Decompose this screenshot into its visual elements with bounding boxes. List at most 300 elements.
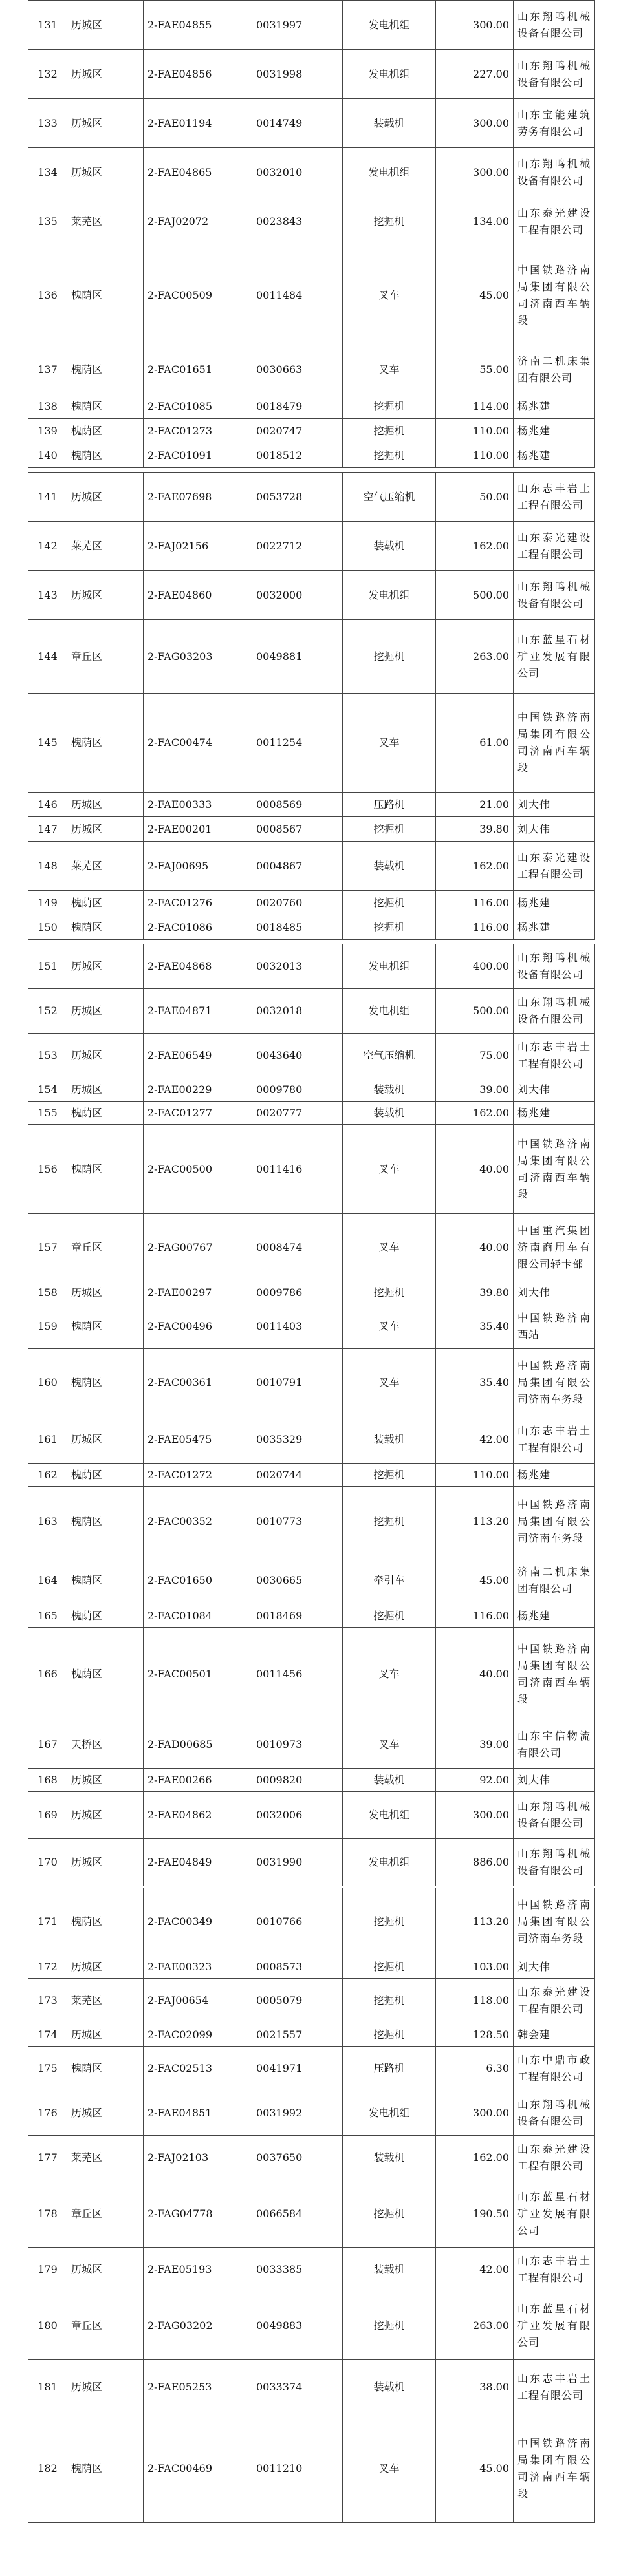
cell-equipment-type: 叉车: [343, 345, 436, 394]
cell-serial: 0011210: [252, 2414, 343, 2523]
cell-amount: 39.00: [436, 1078, 514, 1102]
cell-owner: 山东宝能建筑劳务有限公司: [514, 99, 595, 148]
cell-amount: 113.20: [436, 1487, 514, 1557]
table-row: [28, 1888, 595, 1955]
cell-code: 2-FAC01273: [144, 419, 252, 443]
cell-owner: 山东翔鸣机械设备有限公司: [514, 1839, 595, 1886]
cell-serial: 0008567: [252, 817, 343, 842]
cell-code: 2-FAC01084: [144, 1604, 252, 1628]
cell-code: 2-FAC00352: [144, 1487, 252, 1557]
cell-equipment-type: 挖掘机: [343, 891, 436, 915]
cell-district: 历城区: [67, 1281, 144, 1304]
cell-owner: 中国铁路济南局集团有限公司济南西车辆段: [514, 246, 595, 345]
cell-code: 2-FAE04871: [144, 989, 252, 1034]
cell-owner: 中国铁路济南局集团有限公司济南西车辆段: [514, 1628, 595, 1721]
cell-district: 槐荫区: [67, 1604, 144, 1628]
cell-code: 2-FAC00501: [144, 1628, 252, 1721]
cell-owner: 山东泰光建设工程有限公司: [514, 1979, 595, 2023]
cell-amount: 110.00: [436, 419, 514, 443]
cell-owner: 山东翔鸣机械设备有限公司: [514, 944, 595, 989]
table-row: [28, 148, 595, 197]
table-row: [28, 2091, 595, 2136]
cell-row-number: 131: [28, 1, 67, 50]
cell-row-number: 159: [28, 1304, 67, 1349]
cell-equipment-type: 挖掘机: [343, 1888, 436, 1955]
cell-row-number: 149: [28, 891, 67, 915]
cell-amount: 110.00: [436, 1464, 514, 1487]
cell-district: 槐荫区: [67, 1557, 144, 1604]
cell-serial: 0020760: [252, 891, 343, 915]
table-row: [28, 1349, 595, 1416]
table-row: [28, 1125, 595, 1214]
cell-district: 历城区: [67, 2360, 144, 2414]
cell-code: 2-FAC00509: [144, 246, 252, 345]
cell-row-number: 156: [28, 1125, 67, 1214]
cell-equipment-type: 挖掘机: [343, 419, 436, 443]
cell-district: 历城区: [67, 2023, 144, 2047]
cell-district: 章丘区: [67, 2292, 144, 2359]
cell-owner: 杨兆建: [514, 394, 595, 419]
cell-district: 槐荫区: [67, 694, 144, 793]
cell-owner: 山东翔鸣机械设备有限公司: [514, 989, 595, 1034]
cell-equipment-type: 装载机: [343, 2248, 436, 2292]
cell-serial: 0009780: [252, 1078, 343, 1102]
cell-serial: 0049883: [252, 2292, 343, 2359]
cell-row-number: 141: [28, 473, 67, 522]
cell-equipment-type: 空气压缩机: [343, 1034, 436, 1078]
cell-serial: 0031990: [252, 1839, 343, 1886]
cell-row-number: 172: [28, 1955, 67, 1979]
cell-row-number: 155: [28, 1102, 67, 1125]
cell-district: 历城区: [67, 1, 144, 50]
cell-row-number: 165: [28, 1604, 67, 1628]
cell-code: 2-FAC01651: [144, 345, 252, 394]
table-row: [28, 50, 595, 99]
cell-district: 历城区: [67, 473, 144, 522]
cell-district: 槐荫区: [67, 1628, 144, 1721]
cell-amount: 263.00: [436, 2292, 514, 2359]
table-row: [28, 443, 595, 468]
cell-serial: 0037650: [252, 2136, 343, 2180]
cell-owner: 山东泰光建设工程有限公司: [514, 2136, 595, 2180]
table-row: [28, 246, 595, 345]
cell-amount: 500.00: [436, 989, 514, 1034]
cell-serial: 0018485: [252, 915, 343, 940]
cell-owner: 刘大伟: [514, 1078, 595, 1102]
cell-owner: 中国铁路济南局集团有限公司济南车务段: [514, 1888, 595, 1955]
cell-row-number: 179: [28, 2248, 67, 2292]
cell-amount: 263.00: [436, 620, 514, 694]
cell-code: 2-FAJ02103: [144, 2136, 252, 2180]
cell-serial: 0020744: [252, 1464, 343, 1487]
table-row: [28, 1281, 595, 1304]
cell-owner: 刘大伟: [514, 1281, 595, 1304]
cell-serial: 0020777: [252, 1102, 343, 1125]
cell-code: 2-FAE04849: [144, 1839, 252, 1886]
table-row: [28, 1487, 595, 1557]
cell-amount: 39.80: [436, 817, 514, 842]
cell-code: 2-FAC01650: [144, 1557, 252, 1604]
cell-equipment-type: 叉车: [343, 1125, 436, 1214]
cell-owner: 中国铁路济南西站: [514, 1304, 595, 1349]
cell-equipment-type: 装载机: [343, 842, 436, 891]
cell-row-number: 173: [28, 1979, 67, 2023]
cell-serial: 0009786: [252, 1281, 343, 1304]
cell-equipment-type: 挖掘机: [343, 443, 436, 468]
cell-row-number: 174: [28, 2023, 67, 2047]
cell-code: 2-FAJ02072: [144, 197, 252, 246]
cell-amount: 6.30: [436, 2047, 514, 2091]
cell-code: 2-FAC01272: [144, 1464, 252, 1487]
cell-amount: 50.00: [436, 473, 514, 522]
cell-amount: 300.00: [436, 148, 514, 197]
cell-row-number: 170: [28, 1839, 67, 1886]
cell-owner: 山东志丰岩土工程有限公司: [514, 1416, 595, 1464]
cell-equipment-type: 叉车: [343, 1214, 436, 1281]
cell-equipment-type: 牵引车: [343, 1557, 436, 1604]
cell-district: 历城区: [67, 1769, 144, 1792]
cell-district: 历城区: [67, 2248, 144, 2292]
cell-serial: 0010973: [252, 1721, 343, 1769]
table-row: [28, 345, 595, 394]
cell-code: 2-FAE05193: [144, 2248, 252, 2292]
cell-equipment-type: 挖掘机: [343, 1979, 436, 2023]
cell-serial: 0030663: [252, 345, 343, 394]
cell-equipment-type: 压路机: [343, 2047, 436, 2091]
cell-district: 历城区: [67, 99, 144, 148]
cell-district: 历城区: [67, 1839, 144, 1886]
cell-code: 2-FAE00333: [144, 793, 252, 817]
table-row: [28, 197, 595, 246]
table-row: [28, 522, 595, 571]
cell-equipment-type: 装载机: [343, 1416, 436, 1464]
table-row: [28, 2414, 595, 2523]
table-row: [28, 1304, 595, 1349]
cell-row-number: 147: [28, 817, 67, 842]
table-block: [28, 1416, 594, 1886]
table-row: [28, 1792, 595, 1839]
cell-equipment-type: 叉车: [343, 1349, 436, 1416]
cell-district: 历城区: [67, 2091, 144, 2136]
table-row: [28, 1078, 595, 1102]
cell-serial: 0011484: [252, 246, 343, 345]
cell-district: 槐荫区: [67, 1102, 144, 1125]
cell-equipment-type: 叉车: [343, 246, 436, 345]
table-row: [28, 473, 595, 522]
cell-district: 章丘区: [67, 620, 144, 694]
cell-owner: 杨兆建: [514, 1464, 595, 1487]
cell-serial: 0030665: [252, 1557, 343, 1604]
cell-code: 2-FAC01091: [144, 443, 252, 468]
cell-amount: 500.00: [436, 571, 514, 620]
cell-serial: 0011456: [252, 1628, 343, 1721]
cell-amount: 300.00: [436, 2091, 514, 2136]
cell-owner: 山东翔鸣机械设备有限公司: [514, 2091, 595, 2136]
cell-row-number: 158: [28, 1281, 67, 1304]
cell-equipment-type: 装载机: [343, 99, 436, 148]
cell-owner: 中国铁路济南局集团有限公司济南西车辆段: [514, 1125, 595, 1214]
table-row: [28, 2180, 595, 2248]
cell-code: 2-FAC00469: [144, 2414, 252, 2523]
cell-row-number: 169: [28, 1792, 67, 1839]
cell-code: 2-FAC00361: [144, 1349, 252, 1416]
cell-serial: 0053728: [252, 473, 343, 522]
cell-serial: 0009820: [252, 1769, 343, 1792]
cell-district: 槐荫区: [67, 2414, 144, 2523]
cell-owner: 杨兆建: [514, 1102, 595, 1125]
table-row: [28, 1979, 595, 2023]
cell-amount: 39.80: [436, 1281, 514, 1304]
cell-owner: 济南二机床集团有限公司: [514, 1557, 595, 1604]
cell-code: 2-FAE05475: [144, 1416, 252, 1464]
cell-district: 历城区: [67, 989, 144, 1034]
cell-row-number: 143: [28, 571, 67, 620]
cell-owner: 山东蓝星石材矿业发展有限公司: [514, 2292, 595, 2359]
cell-serial: 0011403: [252, 1304, 343, 1349]
cell-row-number: 171: [28, 1888, 67, 1955]
cell-code: 2-FAE04868: [144, 944, 252, 989]
cell-district: 历城区: [67, 571, 144, 620]
cell-district: 槐荫区: [67, 1888, 144, 1955]
cell-equipment-type: 挖掘机: [343, 197, 436, 246]
cell-district: 槐荫区: [67, 1125, 144, 1214]
table-row: [28, 1721, 595, 1769]
table-row: [28, 1, 595, 50]
cell-amount: 300.00: [436, 1792, 514, 1839]
cell-serial: 0004867: [252, 842, 343, 891]
cell-row-number: 136: [28, 246, 67, 345]
cell-serial: 0005079: [252, 1979, 343, 2023]
cell-code: 2-FAE07698: [144, 473, 252, 522]
cell-code: 2-FAG03203: [144, 620, 252, 694]
table-row: [28, 817, 595, 842]
cell-owner: 山东志丰岩土工程有限公司: [514, 2248, 595, 2292]
cell-amount: 300.00: [436, 99, 514, 148]
cell-amount: 300.00: [436, 1, 514, 50]
cell-owner: 刘大伟: [514, 817, 595, 842]
cell-amount: 116.00: [436, 891, 514, 915]
table-row: [28, 1769, 595, 1792]
cell-owner: 山东蓝星石材矿业发展有限公司: [514, 2180, 595, 2248]
cell-district: 槐荫区: [67, 891, 144, 915]
cell-amount: 45.00: [436, 1557, 514, 1604]
cell-amount: 55.00: [436, 345, 514, 394]
cell-row-number: 176: [28, 2091, 67, 2136]
cell-amount: 113.20: [436, 1888, 514, 1955]
table-row: [28, 1557, 595, 1604]
cell-amount: 162.00: [436, 842, 514, 891]
cell-row-number: 138: [28, 394, 67, 419]
cell-district: 莱芜区: [67, 2136, 144, 2180]
equipment-table: [28, 2359, 595, 2523]
cell-code: 2-FAE04860: [144, 571, 252, 620]
cell-serial: 0018479: [252, 394, 343, 419]
cell-amount: 40.00: [436, 1214, 514, 1281]
cell-amount: 61.00: [436, 694, 514, 793]
cell-code: 2-FAC00496: [144, 1304, 252, 1349]
cell-code: 2-FAE00266: [144, 1769, 252, 1792]
cell-serial: 0010766: [252, 1888, 343, 1955]
cell-owner: 山东宇信物流有限公司: [514, 1721, 595, 1769]
cell-row-number: 153: [28, 1034, 67, 1078]
table-row: [28, 2047, 595, 2091]
cell-amount: 42.00: [436, 1416, 514, 1464]
cell-serial: 0041971: [252, 2047, 343, 2091]
cell-amount: 39.00: [436, 1721, 514, 1769]
cell-code: 2-FAE04856: [144, 50, 252, 99]
cell-equipment-type: 装载机: [343, 2136, 436, 2180]
cell-code: 2-FAJ00695: [144, 842, 252, 891]
cell-amount: 75.00: [436, 1034, 514, 1078]
cell-amount: 40.00: [436, 1628, 514, 1721]
cell-district: 历城区: [67, 1078, 144, 1102]
cell-equipment-type: 挖掘机: [343, 1487, 436, 1557]
cell-owner: 刘大伟: [514, 1955, 595, 1979]
cell-serial: 0011254: [252, 694, 343, 793]
cell-equipment-type: 装载机: [343, 1769, 436, 1792]
cell-code: 2-FAC00474: [144, 694, 252, 793]
cell-amount: 92.00: [436, 1769, 514, 1792]
cell-row-number: 144: [28, 620, 67, 694]
cell-amount: 116.00: [436, 1604, 514, 1628]
cell-row-number: 166: [28, 1628, 67, 1721]
cell-row-number: 154: [28, 1078, 67, 1102]
cell-owner: 中国铁路济南局集团有限公司济南车务段: [514, 1349, 595, 1416]
cell-code: 2-FAC01086: [144, 915, 252, 940]
cell-row-number: 178: [28, 2180, 67, 2248]
cell-code: 2-FAD00685: [144, 1721, 252, 1769]
cell-code: 2-FAE01194: [144, 99, 252, 148]
table-row: [28, 419, 595, 443]
cell-owner: 中国铁路济南局集团有限公司济南西车辆段: [514, 2414, 595, 2523]
cell-equipment-type: 挖掘机: [343, 394, 436, 419]
cell-equipment-type: 装载机: [343, 1078, 436, 1102]
cell-district: 槐荫区: [67, 443, 144, 468]
cell-district: 天桥区: [67, 1721, 144, 1769]
table-row: [28, 2292, 595, 2359]
cell-amount: 128.50: [436, 2023, 514, 2047]
cell-equipment-type: 挖掘机: [343, 915, 436, 940]
cell-row-number: 139: [28, 419, 67, 443]
cell-row-number: 168: [28, 1769, 67, 1792]
cell-row-number: 157: [28, 1214, 67, 1281]
cell-row-number: 135: [28, 197, 67, 246]
cell-row-number: 175: [28, 2047, 67, 2091]
cell-owner: 山东志丰岩土工程有限公司: [514, 2360, 595, 2414]
cell-equipment-type: 空气压缩机: [343, 473, 436, 522]
table-row: [28, 1214, 595, 1281]
table-row: [28, 1839, 595, 1886]
cell-district: 槐荫区: [67, 1487, 144, 1557]
cell-row-number: 180: [28, 2292, 67, 2359]
table-row: [28, 2136, 595, 2180]
cell-serial: 0031998: [252, 50, 343, 99]
cell-code: 2-FAG04778: [144, 2180, 252, 2248]
cell-owner: 山东中鼎市政工程有限公司: [514, 2047, 595, 2091]
cell-serial: 0023843: [252, 197, 343, 246]
cell-row-number: 151: [28, 944, 67, 989]
cell-serial: 0011416: [252, 1125, 343, 1214]
cell-serial: 0018512: [252, 443, 343, 468]
table-row: [28, 1034, 595, 1078]
table-row: [28, 694, 595, 793]
cell-code: 2-FAG00767: [144, 1214, 252, 1281]
cell-serial: 0010791: [252, 1349, 343, 1416]
cell-owner: 山东翔鸣机械设备有限公司: [514, 571, 595, 620]
cell-equipment-type: 装载机: [343, 2360, 436, 2414]
cell-row-number: 133: [28, 99, 67, 148]
equipment-table: [28, 1416, 595, 1886]
cell-code: 2-FAJ00654: [144, 1979, 252, 2023]
cell-amount: 40.00: [436, 1125, 514, 1214]
cell-equipment-type: 发电机组: [343, 50, 436, 99]
cell-owner: 济南二机床集团有限公司: [514, 345, 595, 394]
cell-amount: 116.00: [436, 915, 514, 940]
cell-code: 2-FAE06549: [144, 1034, 252, 1078]
cell-code: 2-FAC02513: [144, 2047, 252, 2091]
cell-serial: 0010773: [252, 1487, 343, 1557]
cell-code: 2-FAE04851: [144, 2091, 252, 2136]
cell-owner: 山东翔鸣机械设备有限公司: [514, 50, 595, 99]
cell-code: 2-FAE00323: [144, 1955, 252, 1979]
cell-code: 2-FAE04855: [144, 1, 252, 50]
table-row: [28, 1955, 595, 1979]
cell-district: 槐荫区: [67, 1464, 144, 1487]
cell-equipment-type: 叉车: [343, 694, 436, 793]
cell-owner: 山东志丰岩土工程有限公司: [514, 1034, 595, 1078]
cell-equipment-type: 叉车: [343, 1304, 436, 1349]
cell-row-number: 145: [28, 694, 67, 793]
cell-row-number: 164: [28, 1557, 67, 1604]
cell-district: 历城区: [67, 50, 144, 99]
cell-serial: 0018469: [252, 1604, 343, 1628]
cell-owner: 中国铁路济南局集团有限公司济南西车辆段: [514, 694, 595, 793]
cell-row-number: 152: [28, 989, 67, 1034]
cell-serial: 0032010: [252, 148, 343, 197]
cell-district: 历城区: [67, 1955, 144, 1979]
cell-amount: 118.00: [436, 1979, 514, 2023]
table-row: [28, 891, 595, 915]
cell-district: 槐荫区: [67, 2047, 144, 2091]
equipment-table: [28, 472, 595, 940]
table-row: [28, 1604, 595, 1628]
cell-equipment-type: 发电机组: [343, 1839, 436, 1886]
cell-row-number: 161: [28, 1416, 67, 1464]
cell-district: 历城区: [67, 944, 144, 989]
table-row: [28, 2360, 595, 2414]
cell-row-number: 134: [28, 148, 67, 197]
cell-district: 历城区: [67, 793, 144, 817]
cell-row-number: 148: [28, 842, 67, 891]
cell-owner: 杨兆建: [514, 419, 595, 443]
cell-district: 历城区: [67, 817, 144, 842]
cell-row-number: 140: [28, 443, 67, 468]
cell-equipment-type: 发电机组: [343, 2091, 436, 2136]
cell-code: 2-FAC01277: [144, 1102, 252, 1125]
cell-owner: 山东翔鸣机械设备有限公司: [514, 1792, 595, 1839]
table-row: [28, 842, 595, 891]
cell-equipment-type: 叉车: [343, 1628, 436, 1721]
cell-amount: 42.00: [436, 2248, 514, 2292]
cell-row-number: 132: [28, 50, 67, 99]
cell-owner: 杨兆建: [514, 891, 595, 915]
cell-amount: 134.00: [436, 197, 514, 246]
cell-owner: 杨兆建: [514, 915, 595, 940]
table-row: [28, 1416, 595, 1464]
table-row: [28, 2248, 595, 2292]
cell-district: 章丘区: [67, 1214, 144, 1281]
cell-serial: 0032018: [252, 989, 343, 1034]
